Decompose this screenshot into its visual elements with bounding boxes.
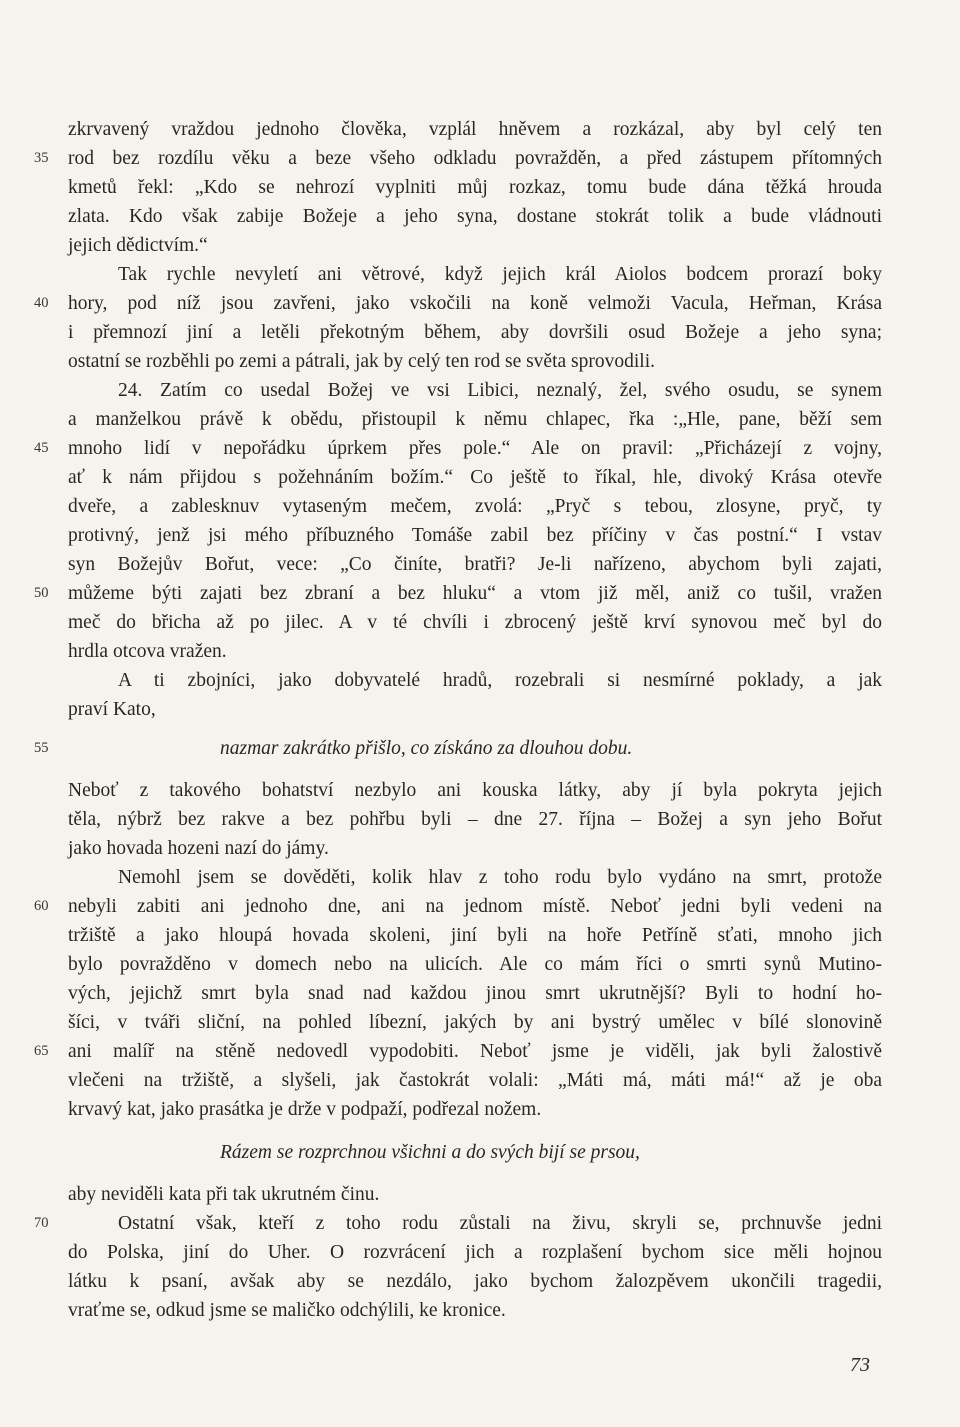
line-number: 45 <box>34 440 49 456</box>
page-number: 73 <box>850 1354 870 1376</box>
text-line: kmetů řekl: „Kdo se nehrozí vyplniti můj rozkaz, tomu bude dána těžká hrouda <box>68 177 882 198</box>
line-number: 50 <box>34 585 49 601</box>
text-line: ani malíř na stěně nedovedl vypodobiti. Neboť jsme je viděli, jak byli žalostivě <box>68 1041 882 1062</box>
text-line: nebyli zabiti ani jednoho dne, ani na jednom místě. Neboť jedni byli vedeni na <box>68 896 882 917</box>
text-line: jejich dědictvím.“ <box>68 235 208 256</box>
text-line: protivný, jenž jsi mého příbuzného Tomáše zabil bez příčiny v čas postní.“ I vstav <box>68 525 882 546</box>
text-line: zlata. Kdo však zabije Božeje a jeho syna, dostane stokrát tolik a bude vládnouti <box>68 206 882 227</box>
text-line: vraťme se, odkud jsme se maličko odchýlili, ke kronice. <box>68 1300 506 1321</box>
text-line: i přemnozí jiní a letěli překotným během, aby dovršili osud Božeje a jeho syna; <box>68 322 882 343</box>
text-line: Ostatní však, kteří z toho rodu zůstali na živu, skryli se, prchnuvše jedni <box>118 1213 882 1234</box>
text-line: těla, nýbrž bez rakve a bez pohřbu byli – dne 27. října – Božej a syn jeho Bořut <box>68 809 882 830</box>
text-line: krvavý kat, jako prasátka je drže v podpaží, podřezal nožem. <box>68 1099 542 1120</box>
text-line: Neboť z takového bohatství nezbylo ani kouska látky, aby jí byla pokryta jejich <box>68 780 882 801</box>
text-line: a manželkou právě k obědu, přistoupil k němu chlapec, řka :„Hle, pane, běží sem <box>68 409 882 430</box>
text-line: vých, jejichž smrt byla snad nad každou jinou smrt ukrutnější? Byli to hodní ho- <box>68 983 882 1004</box>
text-line: vlečeni na tržiště, a slyšeli, jak častokrát volali: „Máti má, máti má!“ až je oba <box>68 1070 882 1091</box>
verse-quote: nazmar zakrátko přišlo, co získáno za dlouhou dobu. <box>220 738 633 759</box>
text-line: zkrvavený vraždou jednoho člověka, vzplál hněvem a rozkázal, aby byl celý ten <box>68 119 882 140</box>
line-number: 70 <box>34 1215 49 1231</box>
text-line: bylo povražděno v domech nebo na ulicích. Ale co mám říci o smrti synů Mutino- <box>68 954 882 975</box>
text-line: Nemohl jsem se dověděti, kolik hlav z toho rodu bylo vydáno na smrt, protože <box>118 867 882 888</box>
text-line: aby neviděli kata při tak ukrutném činu. <box>68 1184 380 1205</box>
text-line: jako hovada hozeni nazí do jámy. <box>68 838 329 859</box>
text-line: můžeme býti zajati bez zbraní a bez hluku“ a vtom již měl, aniž co tušil, vražen <box>68 583 882 604</box>
text-line: ostatní se rozběhli po zemi a pátrali, jak by celý ten rod se světa sprovodili. <box>68 351 655 372</box>
line-number: 60 <box>34 898 49 914</box>
text-line: meč do břicha až po jilec. A v té chvíli i zbrocený ještě krví synovou meč byl do <box>68 612 882 633</box>
text-line: rod bez rozdílu věku a beze všeho odkladu povražděn, a před zástupem přítomných <box>68 148 882 169</box>
text-line: do Polska, jiní do Uher. O rozvrácení jich a rozplašení bychom sice měli hojnou <box>68 1242 882 1263</box>
verse-quote: Rázem se rozprchnou všichni a do svých bijí se prsou, <box>220 1142 640 1163</box>
text-line: látku k psaní, avšak aby se nezdálo, jako bychom žalozpěvem ukončili tragedii, <box>68 1271 882 1292</box>
text-line: hory, pod níž jsou zavřeni, jako vskočili na koně velmoži Vacula, Heřman, Krása <box>68 293 882 314</box>
line-number: 40 <box>34 295 49 311</box>
text-line: mnoho lidí v nepořádku úprkem přes pole.“ Ale on pravil: „Přicházejí z vojny, <box>68 438 882 459</box>
text-line: ať k nám přijdou s požehnáním božím.“ Co ještě to říkal, hle, divoký Krása otevře <box>68 467 882 488</box>
text-line: 24. Zatím co usedal Božej ve vsi Libici, neznalý, žel, svého osudu, se synem <box>118 380 882 401</box>
text-line: syn Božejův Bořut, vece: „Co činíte, bratři? Je-li nařízeno, abychom byli zajati, <box>68 554 882 575</box>
line-number: 35 <box>34 150 49 166</box>
text-line: Tak rychle nevyletí ani větrové, když jejich král Aiolos bodcem prorazí boky <box>118 264 882 285</box>
line-number: 55 <box>34 740 49 756</box>
text-line: praví Kato, <box>68 699 156 720</box>
line-number: 65 <box>34 1043 49 1059</box>
text-line: tržiště a jako hloupá hovada skoleni, jiní byli na hoře Petříně sťati, mnoho jich <box>68 925 882 946</box>
text-line: A ti zbojníci, jako dobyvatelé hradů, rozebrali si nesmírné poklady, a jak <box>118 670 882 691</box>
text-line: dveře, a zablesknuv vytaseným mečem, zvolá: „Pryč s tebou, zlosyne, pryč, ty <box>68 496 882 517</box>
text-line: hrdla otcova vražen. <box>68 641 227 662</box>
text-line: šíci, v tváři sliční, na pohled líbezní, jakých by ani bystrý umělec v bílé slonovině <box>68 1012 882 1033</box>
